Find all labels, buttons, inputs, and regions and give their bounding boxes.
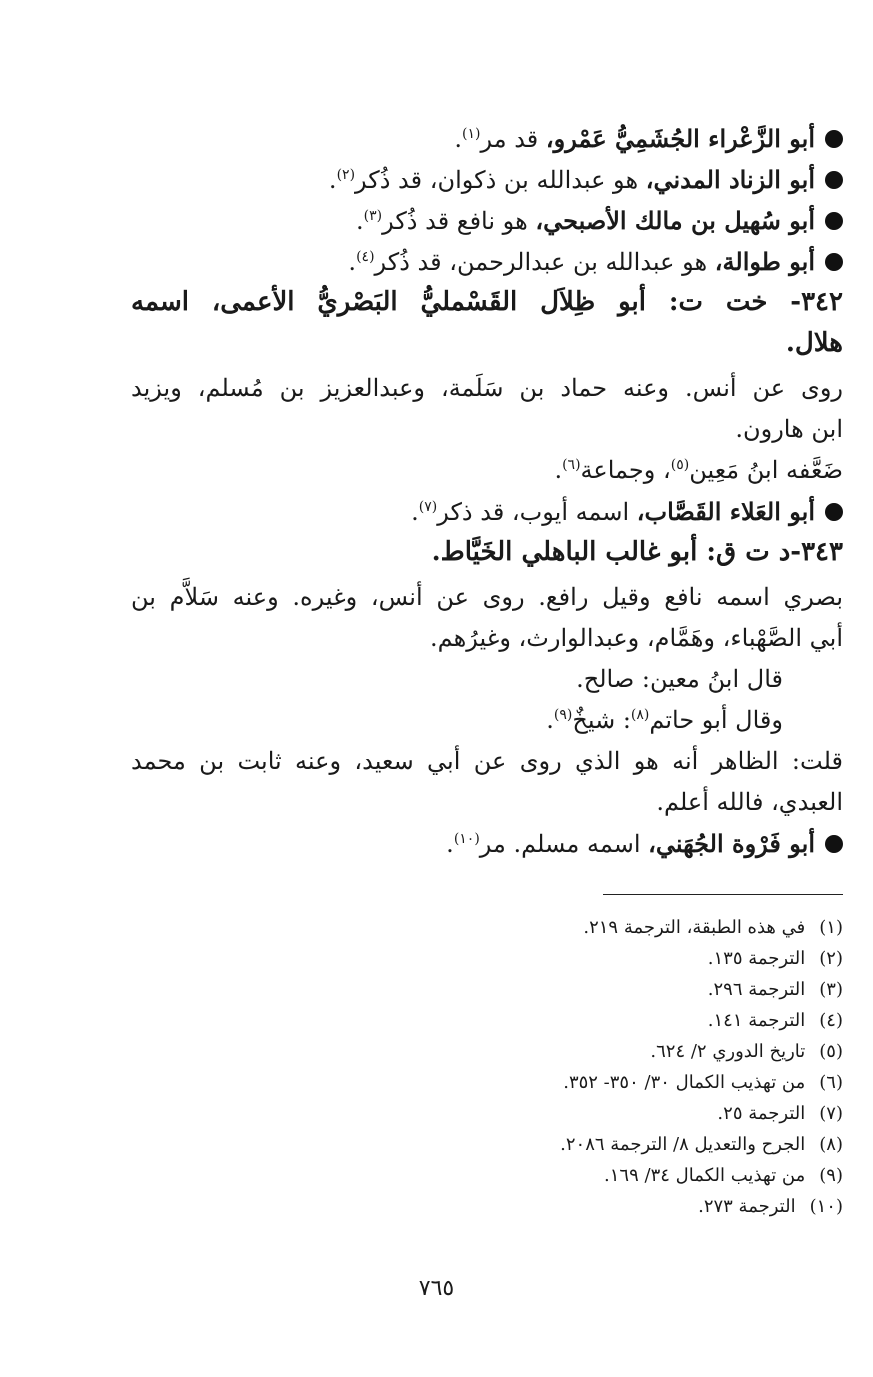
footnote-divider bbox=[603, 894, 843, 895]
punctuation: . bbox=[411, 498, 419, 526]
footnote-marker[interactable]: (٨) bbox=[630, 707, 650, 723]
text-run: : شيخٌ bbox=[572, 706, 631, 734]
paragraph-line: ابن هارون. bbox=[735, 415, 843, 443]
footnote-text: تاريخ الدوري ٢/ ٦٢٤. bbox=[650, 1041, 806, 1062]
bullet-icon bbox=[825, 130, 843, 148]
bullet-icon bbox=[825, 171, 843, 189]
entry-line bbox=[131, 159, 843, 200]
entry-name: أبو الزَّعْراء الجُشَمِيُّ عَمْرو، bbox=[545, 124, 815, 153]
footnote-item bbox=[131, 1036, 843, 1067]
page-number: ٧٦٥ bbox=[418, 1276, 455, 1301]
footnote-text: الترجمة ٢٥. bbox=[717, 1103, 806, 1124]
footnote-text: الترجمة ١٣٥. bbox=[707, 948, 806, 969]
punctuation: . bbox=[446, 830, 454, 858]
footnote-item bbox=[131, 974, 843, 1005]
footnote-number: (١٠) bbox=[809, 1196, 843, 1217]
footnote-text: الترجمة ٢٩٦. bbox=[707, 979, 806, 1000]
entry-line bbox=[131, 118, 843, 159]
footnote-marker[interactable]: (١٠) bbox=[453, 831, 480, 847]
footnote-text: في هذه الطبقة، الترجمة ٢١٩. bbox=[583, 917, 806, 938]
punctuation: . bbox=[554, 456, 563, 484]
entry-name: أبو طوالة، bbox=[714, 247, 815, 276]
footnote-item bbox=[131, 1129, 843, 1160]
footnote-marker[interactable]: (٥) bbox=[670, 457, 690, 473]
bullet-icon bbox=[825, 503, 843, 521]
paragraph-line bbox=[131, 450, 843, 491]
footnote-number: (٦) bbox=[819, 1072, 843, 1093]
footnote-marker[interactable]: (١) bbox=[462, 126, 481, 142]
footnote-number: (٥) bbox=[819, 1041, 843, 1062]
entry-line bbox=[131, 241, 843, 282]
entry-name: أبو سُهيل بن مالك الأصبحي، bbox=[535, 206, 815, 235]
footnote-marker[interactable]: (٩) bbox=[553, 707, 573, 723]
footnote-text: الترجمة ١٤١. bbox=[707, 1010, 806, 1031]
footnotes bbox=[131, 912, 843, 1222]
punctuation: . bbox=[454, 125, 462, 153]
footnote-text: من تهذيب الكمال ٣٠/ ٣٥٠- ٣٥٢. bbox=[563, 1072, 806, 1093]
entry-heading-343: ٣٤٣-د ت ق: أبو غالب الباهلي الخَيَّاط. bbox=[431, 537, 843, 567]
footnote-number: (٢) bbox=[819, 948, 843, 969]
footnote-item bbox=[131, 1005, 843, 1036]
entry-line bbox=[131, 200, 843, 241]
paragraph-line: قلت: الظاهر أنه هو الذي روى عن أبي سعيد، وعنه ثابت بن محمد bbox=[131, 747, 843, 775]
bullet-icon bbox=[825, 212, 843, 230]
entry-heading-342: ٣٤٢- خت ت: أبو ظِلاَل القَسْمليُّ البَصْريُّ الأعمى، اسمه bbox=[131, 287, 843, 317]
paragraph-line: قال ابنُ معين: صالح. bbox=[576, 665, 783, 693]
footnote-number: (١) bbox=[819, 917, 843, 938]
text-run: وقال أبو حاتم bbox=[649, 706, 783, 734]
entry-line bbox=[131, 491, 843, 532]
paragraph-line: روى عن أنس. وعنه حماد بن سَلَمة، وعبدالعزيز بن مُسلم، ويزيد bbox=[131, 374, 843, 402]
footnote-number: (٧) bbox=[819, 1103, 843, 1124]
footnote-number: (٩) bbox=[819, 1165, 843, 1186]
footnote-marker[interactable]: (٧) bbox=[418, 499, 438, 515]
footnote-marker[interactable]: (٢) bbox=[336, 167, 356, 183]
paragraph-line: بصري اسمه نافع وقيل رافع. روى عن أنس، وغيره. وعنه سَلاَّم بن bbox=[131, 583, 843, 611]
footnote-text: من تهذيب الكمال ٣٤/ ١٦٩. bbox=[604, 1165, 806, 1186]
punctuation: . bbox=[348, 248, 357, 276]
punctuation: . bbox=[546, 706, 554, 734]
footnote-item bbox=[131, 943, 843, 974]
footnote-marker[interactable]: (٤) bbox=[356, 249, 375, 265]
bullet-icon bbox=[825, 253, 843, 271]
footnote-number: (٤) bbox=[819, 1010, 843, 1031]
footnote-number: (٣) bbox=[819, 979, 843, 1000]
footnote-item bbox=[131, 1160, 843, 1191]
entry-text: هو عبدالله بن عبدالرحمن، قد ذُكر bbox=[374, 248, 715, 276]
text-run: ضَعَّفه ابنُ مَعِين bbox=[689, 456, 843, 484]
punctuation: . bbox=[328, 166, 337, 194]
footnote-item bbox=[131, 1067, 843, 1098]
entry-name: أبو العَلاء القَصَّاب، bbox=[636, 497, 815, 526]
footnote-item bbox=[131, 1191, 843, 1222]
text-run: ، وجماعة bbox=[580, 456, 671, 484]
entry-text: اسمه مسلم. مر bbox=[479, 830, 649, 858]
entry-text: اسمه أيوب، قد ذكر bbox=[437, 498, 637, 526]
entry-text: قد مر bbox=[480, 125, 546, 153]
footnote-text: الترجمة ٢٧٣. bbox=[698, 1196, 796, 1217]
entry-text: هو عبدالله بن ذكوان، قد ذُكر bbox=[355, 166, 646, 194]
entry-name: أبو فَرْوة الجُهَني، bbox=[648, 829, 815, 858]
footnote-marker[interactable]: (٣) bbox=[363, 208, 383, 224]
footnote-number: (٨) bbox=[819, 1134, 843, 1155]
footnote-item bbox=[131, 912, 843, 943]
paragraph-line: العبدي، فالله أعلم. bbox=[656, 788, 843, 816]
main-text bbox=[131, 118, 843, 864]
footnote-marker[interactable]: (٦) bbox=[562, 457, 581, 473]
entry-heading-342-cont: هلال. bbox=[785, 328, 843, 358]
punctuation: . bbox=[356, 207, 364, 235]
entry-line bbox=[131, 823, 843, 864]
paragraph-line: أبي الصَّهْباء، وهَمَّام، وعبدالوارث، وغيرُهم. bbox=[430, 624, 843, 652]
entry-text: هو نافع قد ذُكر bbox=[382, 207, 536, 235]
footnote-text: الجرح والتعديل ٨/ الترجمة ٢٠٨٦. bbox=[560, 1134, 806, 1155]
footnote-item bbox=[131, 1098, 843, 1129]
entry-name: أبو الزناد المدني، bbox=[645, 165, 815, 194]
bullet-icon bbox=[825, 835, 843, 853]
paragraph-line bbox=[131, 700, 843, 741]
